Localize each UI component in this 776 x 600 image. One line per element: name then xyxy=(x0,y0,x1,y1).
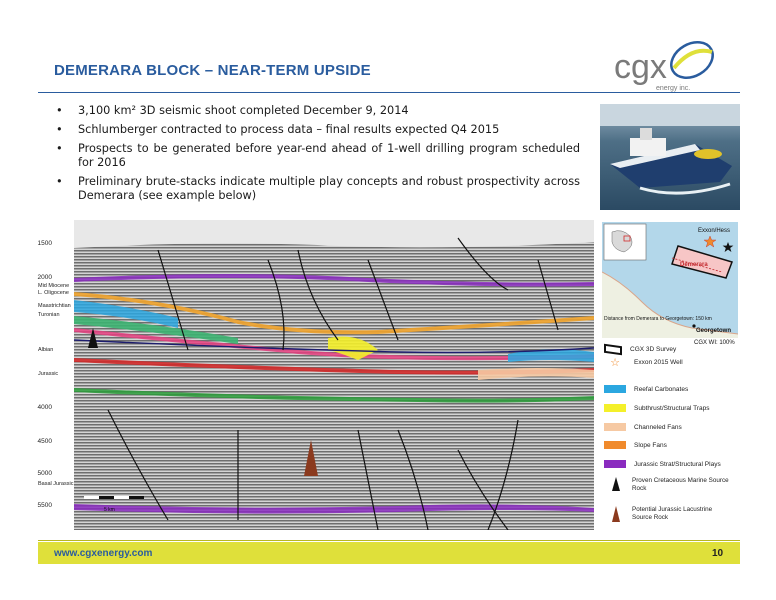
distance-label: Distance from Demerara to Georgetown: 150 km xyxy=(604,316,712,322)
lacustrine-source-icon xyxy=(612,506,620,522)
survey-ship-photo xyxy=(600,104,740,210)
marine-source-icon xyxy=(612,477,620,491)
depth-label: 4000 xyxy=(37,404,52,411)
depth-label: 5500 xyxy=(37,502,52,509)
legend-play: Slope Fans xyxy=(604,439,667,451)
horizon-label: Maastrichtian xyxy=(38,303,71,309)
horizon-label: Turonian xyxy=(38,312,60,318)
depth-label: 4500 xyxy=(37,438,52,445)
depth-label: 2000 xyxy=(37,274,52,281)
bullet-item: • Preliminary brute-stacks indicate multiple play concepts and robust prospectivity across Demerara (see example below) xyxy=(56,175,580,203)
seismic-section xyxy=(38,220,594,530)
exxon-label: Exxon/Hess xyxy=(698,228,731,234)
bullet-item: • 3,100 km² 3D seismic shoot completed December 9, 2014 xyxy=(56,104,580,118)
play-swatch xyxy=(604,423,626,431)
seismic-image xyxy=(38,220,594,530)
depth-label: 5000 xyxy=(37,470,52,477)
title-divider xyxy=(38,92,740,93)
play-swatch xyxy=(604,460,626,468)
play-swatch xyxy=(604,385,626,393)
logo-wordmark: cgx xyxy=(614,48,667,86)
scale-label: 5 km xyxy=(104,507,115,513)
working-interest: CGX WI: 100% xyxy=(694,340,735,346)
horizon-label: Basal Jurassic xyxy=(38,481,74,487)
page-title: DEMERARA BLOCK – NEAR-TERM UPSIDE xyxy=(54,62,371,79)
bullet-item: • Schlumberger contracted to process data – final results expected Q4 2015 xyxy=(56,123,580,137)
depth-label: 1500 xyxy=(37,240,52,247)
well-star-icon: ☆ xyxy=(610,356,620,369)
bullet-item: • Prospects to be generated before year-end ahead of 1-well drilling program scheduled for 2016 xyxy=(56,142,580,170)
legend-lacustrine-source: Potential Jurassic Lacustrine Source Rock xyxy=(632,506,713,521)
play-swatch xyxy=(604,404,626,412)
legend-survey: CGX 3D Survey xyxy=(604,343,676,355)
legend-play: Channeled Fans xyxy=(604,421,682,433)
horizon-label: Jurassic xyxy=(38,371,59,377)
legend-play: Reefal Carbonates xyxy=(604,383,688,395)
legend-marine-source: Proven Cretaceous Marine Source Rock xyxy=(632,477,729,492)
horizon-label: Albian xyxy=(38,347,54,353)
page-number: 10 xyxy=(712,548,724,559)
play-swatch xyxy=(604,441,626,449)
bullet-list xyxy=(56,104,580,208)
footer-divider xyxy=(38,540,740,541)
city-label: Georgetown xyxy=(696,328,732,334)
block-name: Demerara xyxy=(680,262,708,268)
logo-subtitle: energy inc. xyxy=(656,85,691,92)
legend-well: ☆ Exxon 2015 Well xyxy=(604,356,683,368)
horizon-label: Mid Miocene xyxy=(38,283,70,289)
legend-play: Jurassic Strat/Structural Plays xyxy=(604,458,721,470)
survey-outline-icon xyxy=(604,343,622,355)
location-map xyxy=(602,222,738,338)
horizon-label: L. Oligocene xyxy=(38,290,69,296)
legend-play: Subthrust/Structural Traps xyxy=(604,402,710,414)
footer-website-link[interactable]: www.cgxenergy.com xyxy=(54,548,153,559)
cgx-logo xyxy=(612,38,722,94)
